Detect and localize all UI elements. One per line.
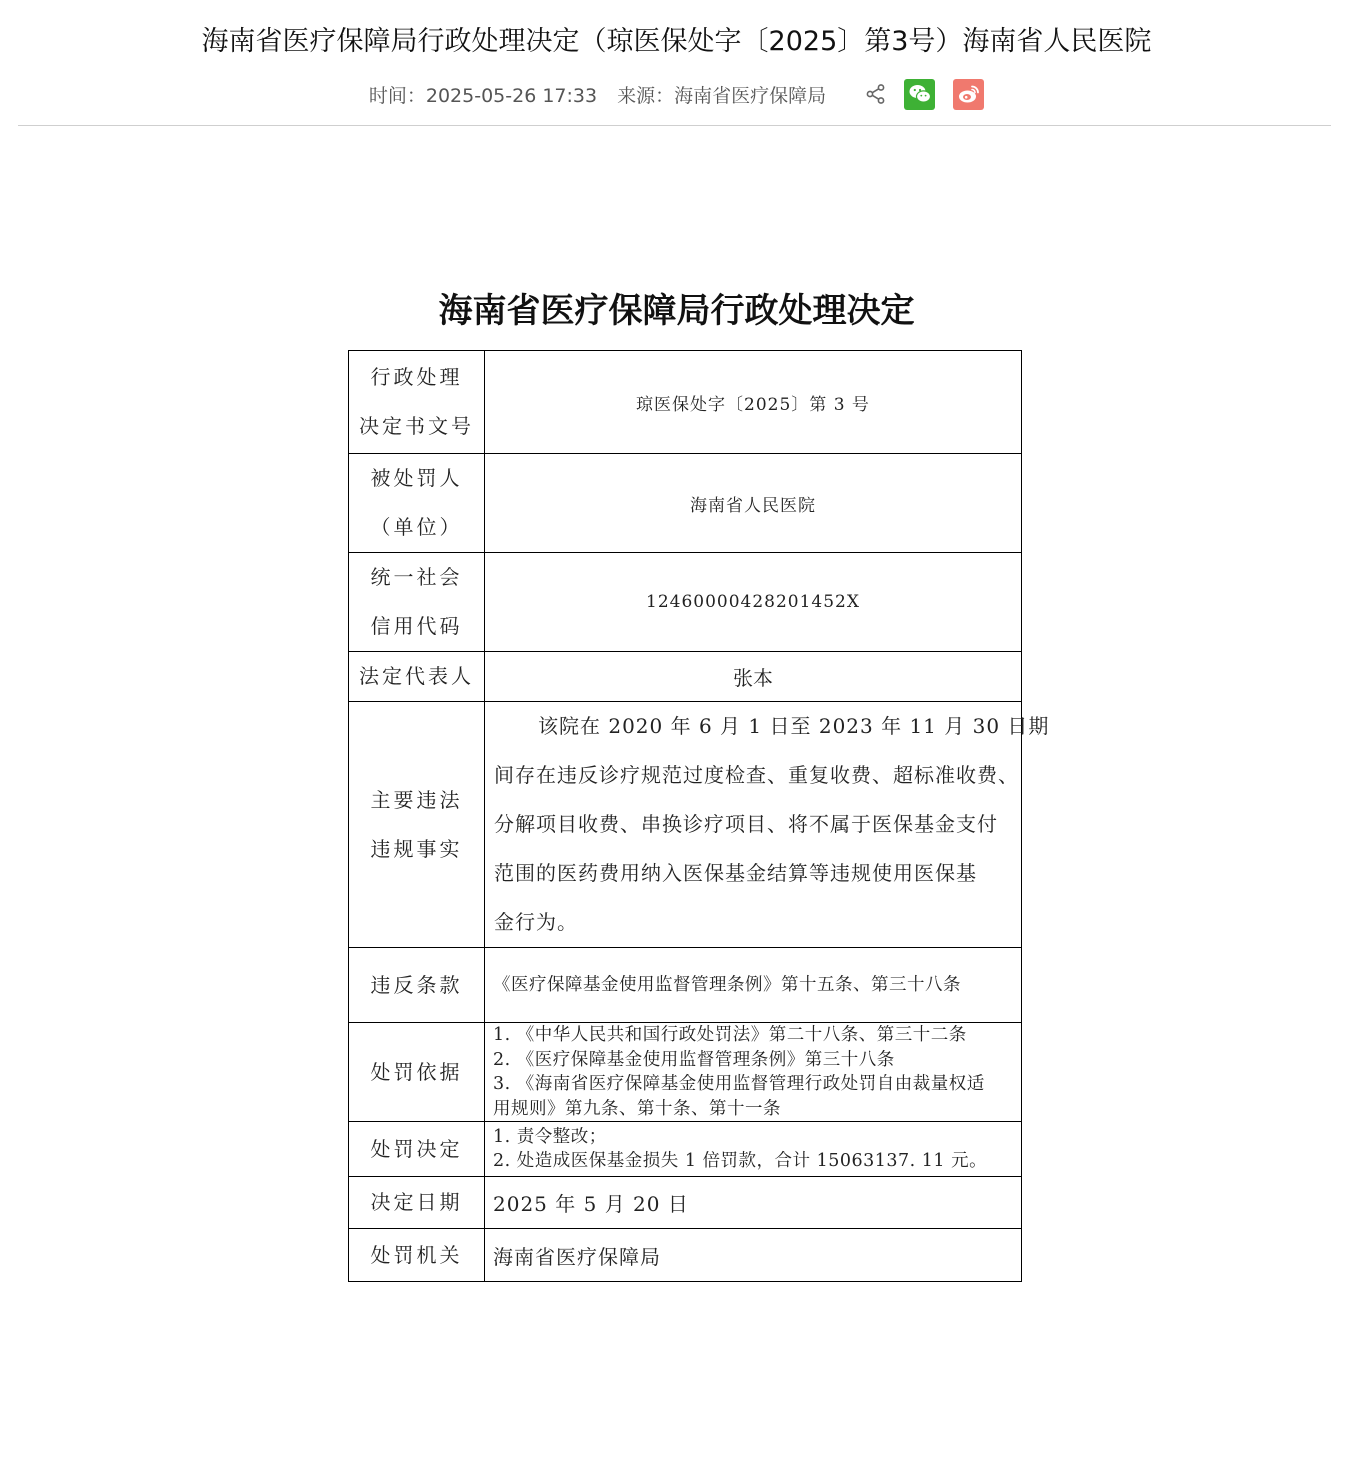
header-divider <box>18 125 1331 126</box>
row-credit-code <box>349 553 1022 652</box>
credit-code-value: 12460000428201452X <box>485 553 1022 652</box>
row-penalty-basis <box>349 1023 1022 1122</box>
row-label: 法定代表人 <box>349 652 485 702</box>
row-label: 处罚机关 <box>349 1229 485 1282</box>
publish-source: 来源：海南省医疗保障局 <box>617 84 827 107</box>
page-title: 海南省医疗保障局行政处理决定（琼医保处字〔2025〕第3号）海南省人民医院 <box>201 26 1152 57</box>
row-label: 被处罚人 （单位） <box>349 454 485 553</box>
facts-value: 该院在 2020 年 6 月 1 日至 2023 年 11 月 30 日期 间存在违反诊疗规范过度检查、重复收费、超标准收费、 分解项目收费、串换诊疗项目、将不属于医保基金支付 范围的医药费用纳入医保基金结算等违规使用医保基 金行为。 <box>485 702 1022 948</box>
row-violated-clauses <box>349 948 1022 1023</box>
row-authority <box>349 1229 1022 1282</box>
row-decision-date <box>349 1177 1022 1229</box>
row-label: 行政处理 决定书文号 <box>349 351 485 454</box>
row-penalty-decision <box>349 1122 1022 1177</box>
row-label: 决定日期 <box>349 1177 485 1229</box>
penalty-decision-value: 1. 责令整改； 2. 处造成医保基金损失 1 倍罚款，合计 15063137. 11 元。 <box>485 1122 1022 1177</box>
decision-date-value: 2025 年 5 月 20 日 <box>485 1177 1022 1229</box>
legal-rep-value: 张本 <box>485 652 1022 702</box>
row-doc-number <box>349 351 1022 454</box>
document-title: 海南省医疗保障局行政处理决定 <box>438 291 915 331</box>
doc-number-value: 琼医保处字〔2025〕第 3 号 <box>485 351 1022 454</box>
penalty-basis-value: 1. 《中华人民共和国行政处罚法》第二十八条、第三十二条 2. 《医疗保障基金使用监督管理条例》第三十八条 3. 《海南省医疗保障基金使用监督管理行政处罚自由裁量权适 用规则》第九条、第十条、第十一条 <box>485 1023 1022 1122</box>
row-label: 主要违法 违规事实 <box>349 702 485 948</box>
row-label: 处罚依据 <box>349 1023 485 1122</box>
share-group <box>864 79 984 110</box>
row-legal-rep <box>349 652 1022 702</box>
row-label: 统一社会 信用代码 <box>349 553 485 652</box>
share-icon[interactable] <box>864 82 888 106</box>
weibo-icon[interactable] <box>953 79 984 110</box>
decision-table <box>348 350 1050 1282</box>
authority-value: 海南省医疗保障局 <box>485 1229 1022 1282</box>
row-facts <box>349 702 1022 948</box>
violated-clauses-value: 《医疗保障基金使用监督管理条例》第十五条、第三十八条 <box>485 948 1022 1023</box>
penalized-value: 海南省人民医院 <box>485 454 1022 553</box>
row-label: 违反条款 <box>349 948 485 1023</box>
row-penalized <box>349 454 1022 553</box>
meta-bar <box>0 78 1353 110</box>
row-label: 处罚决定 <box>349 1122 485 1177</box>
wechat-icon[interactable] <box>904 79 935 110</box>
publish-time: 时间：2025-05-26 17:33 <box>368 84 598 107</box>
